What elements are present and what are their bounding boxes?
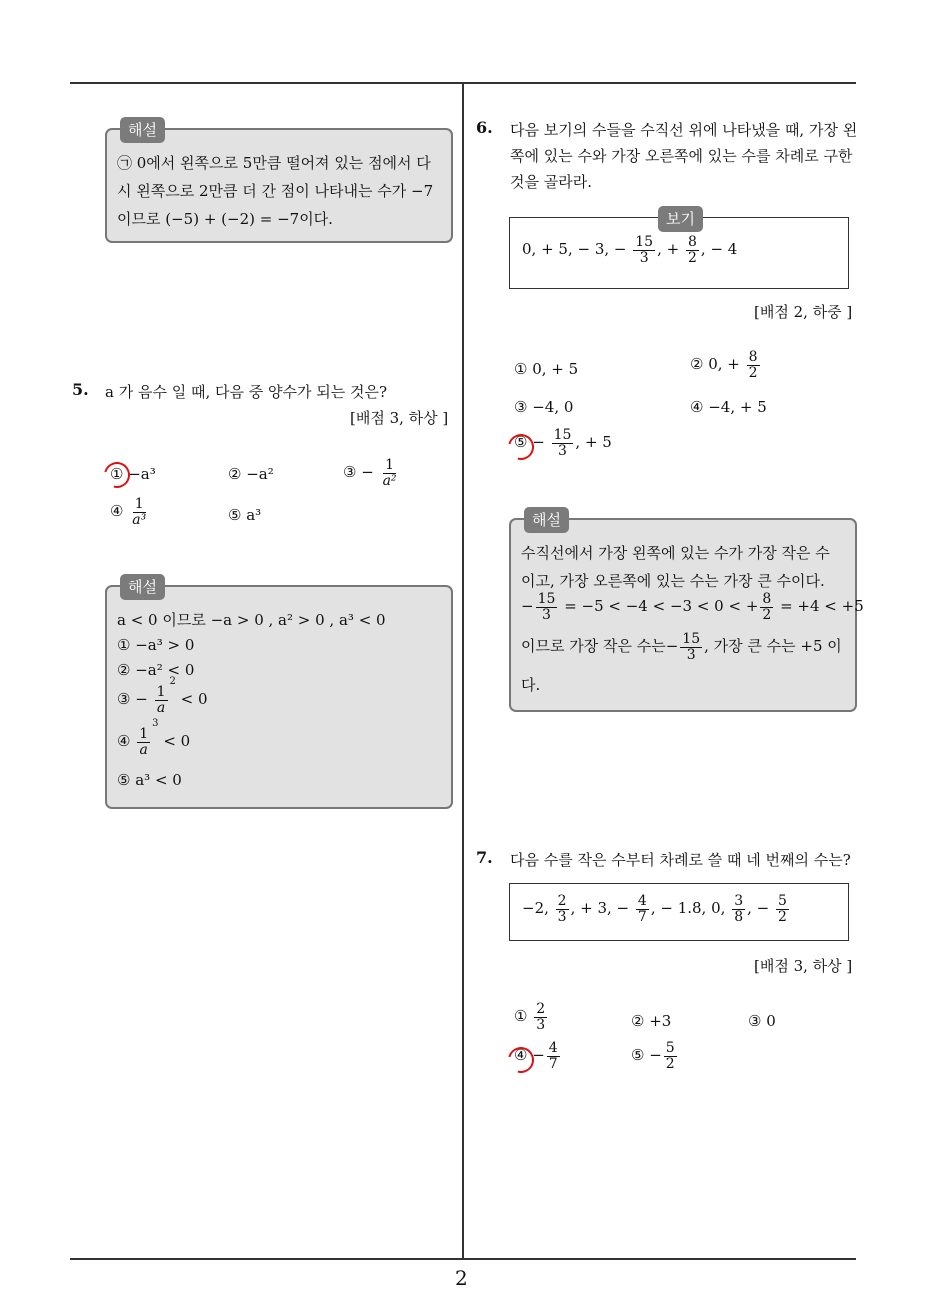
fraction xyxy=(633,235,655,265)
num: 1 xyxy=(134,496,144,512)
part: 0, + 5, − 3, − xyxy=(522,240,627,259)
q7-option-5[interactable] xyxy=(631,1041,679,1071)
prefix: ③ − xyxy=(117,690,148,709)
q5-opt3-prefix: ③ − xyxy=(343,463,374,482)
den: 3 xyxy=(542,606,551,623)
num: 5 xyxy=(778,893,787,909)
num: 2 xyxy=(557,893,567,909)
page-number: 2 xyxy=(455,1266,468,1290)
num: 4 xyxy=(548,1040,558,1056)
fraction xyxy=(732,894,745,924)
q6-text-line1: 다음 보기의 수들을 수직선 위에 나타냈을 때, 가장 왼 xyxy=(510,121,858,139)
suffix: , + 5 xyxy=(575,433,612,452)
fraction xyxy=(747,350,760,380)
solution-tag: 해설 xyxy=(120,117,165,143)
den: 3 xyxy=(557,908,567,925)
fraction xyxy=(534,1002,547,1032)
part: , − 1.8, 0, xyxy=(650,899,726,918)
fraction xyxy=(137,727,150,757)
den: 7 xyxy=(548,1055,558,1072)
q5-score: [배점 3, 하상 ] xyxy=(350,409,449,427)
suffix: , 가장 큰 수는 +5 이 xyxy=(704,637,842,656)
solution-tag: 해설 xyxy=(120,574,165,600)
num: 4 xyxy=(637,893,647,909)
solution-box-q5 xyxy=(105,585,453,809)
fraction xyxy=(552,428,574,458)
prefix: − xyxy=(521,597,534,616)
den: 8 xyxy=(734,908,744,925)
exponent: 3 xyxy=(152,718,159,730)
prefix: ⑤ − xyxy=(514,433,545,452)
fraction xyxy=(760,592,773,622)
q5-sol-line2: ① −a³ > 0 xyxy=(117,636,195,654)
den: 2 xyxy=(687,249,697,266)
num: 2 xyxy=(536,1001,546,1017)
prefix: ① xyxy=(514,1007,528,1026)
q5-opt3-fraction xyxy=(381,458,399,488)
q5-option-1[interactable]: ① −a³ xyxy=(110,465,156,483)
q5-sol-line3: ② −a² < 0 xyxy=(117,661,195,679)
q5-text: a 가 음수 일 때, 다음 중 양수가 되는 것은? xyxy=(105,383,388,401)
den: 2 xyxy=(762,606,772,623)
num: 5 xyxy=(665,1040,675,1056)
q5-opt4-fraction xyxy=(130,497,148,527)
q6-bogi-values xyxy=(522,235,737,265)
num: 3 xyxy=(734,893,744,909)
q6-sol-line5: 다. xyxy=(521,676,541,694)
fraction xyxy=(536,592,558,622)
den: a xyxy=(139,741,148,758)
q6-sol-line2: 이고, 가장 오른쪽에 있는 수는 가장 큰 수이다. xyxy=(521,572,825,590)
num: 8 xyxy=(748,349,758,365)
fraction xyxy=(155,685,168,715)
fraction xyxy=(556,894,569,924)
suffix: < 0 xyxy=(163,732,191,751)
solution-box-prev xyxy=(105,128,453,243)
num: 8 xyxy=(762,591,772,607)
fraction xyxy=(547,1041,560,1071)
suffix: < 0 xyxy=(180,690,208,709)
sol-prev-line1: ㉠ 0에서 왼쪽으로 5만큼 떨어져 있는 점에서 다 xyxy=(117,154,431,172)
den: 7 xyxy=(637,908,647,925)
den: 2 xyxy=(665,1055,675,1072)
prefix: ④ xyxy=(117,732,131,751)
num: 15 xyxy=(537,591,556,607)
part: , + xyxy=(657,240,680,259)
den: a² xyxy=(382,472,397,489)
q6-score: [배점 2, 하중 ] xyxy=(754,303,853,321)
fraction xyxy=(686,235,699,265)
prefix: ② 0, + xyxy=(690,355,740,374)
q6-sol-line1: 수직선에서 가장 왼쪽에 있는 수가 가장 작은 수 xyxy=(521,544,830,562)
den: 2 xyxy=(778,908,787,925)
den: 3 xyxy=(558,442,567,459)
q7-option-2[interactable]: ② +3 xyxy=(631,1012,672,1030)
fraction xyxy=(664,1041,677,1071)
part: , − xyxy=(747,899,770,918)
column-divider xyxy=(462,84,464,1260)
q5-opt4-prefix: ④ xyxy=(110,502,124,521)
num: 1 xyxy=(385,457,395,473)
q5-number: 5. xyxy=(72,380,89,399)
q5-option-4[interactable] xyxy=(110,497,150,527)
num: 15 xyxy=(682,631,701,647)
prefix: ⑤ − xyxy=(631,1046,662,1065)
num: 15 xyxy=(635,234,654,250)
q5-sol-line4 xyxy=(117,676,208,716)
q6-text-line2: 쪽에 있는 수와 가장 오른쪽에 있는 수를 차례로 구한 xyxy=(510,147,853,165)
fraction xyxy=(776,894,789,924)
q6-number: 6. xyxy=(476,118,493,137)
q6-option-3[interactable]: ③ −4, 0 xyxy=(514,398,574,416)
part: −2, xyxy=(522,899,549,918)
q6-sol-line3 xyxy=(521,592,864,622)
den: a³ xyxy=(132,511,147,528)
q5-option-2[interactable]: ② −a² xyxy=(228,465,274,483)
q6-option-1[interactable]: ① 0, + 5 xyxy=(514,360,579,378)
q7-option-3[interactable]: ③ 0 xyxy=(748,1012,776,1030)
den: 3 xyxy=(639,249,649,266)
bottom-rule xyxy=(70,1258,856,1260)
part: , + 3, − xyxy=(570,899,630,918)
den: 2 xyxy=(748,364,758,381)
q5-sol-line1: a < 0 이므로 −a > 0 , a² > 0 , a³ < 0 xyxy=(117,611,386,629)
fraction xyxy=(680,632,702,662)
suffix: = +4 < +5 xyxy=(780,597,864,616)
solution-tag: 해설 xyxy=(524,507,569,533)
q5-sol-line5 xyxy=(117,718,191,758)
sol-prev-line2: 시 왼쪽으로 2만큼 더 간 점이 나타내는 수가 −7 xyxy=(117,182,434,200)
q6-option-2[interactable] xyxy=(690,350,762,380)
q5-option-5[interactable]: ⑤ a³ xyxy=(228,506,262,524)
den: 3 xyxy=(686,646,696,663)
bogi-tag: 보기 xyxy=(658,206,703,232)
q5-option-3[interactable] xyxy=(343,458,401,488)
q7-number-box xyxy=(509,883,849,941)
den: 3 xyxy=(536,1016,546,1033)
exponent: 2 xyxy=(169,676,176,688)
num: 15 xyxy=(553,427,572,443)
prefix: ④ − xyxy=(514,1046,545,1065)
q7-values xyxy=(522,894,791,924)
q7-option-1[interactable] xyxy=(514,1002,549,1032)
q5-sol-line6: ⑤ a³ < 0 xyxy=(117,771,182,789)
middle: = −5 < −4 < −3 < 0 < + xyxy=(564,597,759,616)
num: 1 xyxy=(139,726,149,742)
q6-option-4[interactable]: ④ −4, + 5 xyxy=(690,398,767,416)
q7-score: [배점 3, 하상 ] xyxy=(754,957,853,975)
den: a xyxy=(156,699,166,716)
answer-mark-q5 xyxy=(99,457,135,493)
part: , − 4 xyxy=(700,240,738,259)
prefix: 이므로 가장 작은 수는− xyxy=(521,637,679,656)
q6-text-line3: 것을 골라라. xyxy=(510,173,592,191)
q7-text: 다음 수를 작은 수부터 차례로 쓸 때 네 번째의 수는? xyxy=(510,851,851,869)
fraction xyxy=(636,894,649,924)
q7-number: 7. xyxy=(476,848,493,867)
num: 8 xyxy=(687,234,697,250)
solution-box-q6 xyxy=(509,518,864,712)
q6-sol-line4 xyxy=(521,632,842,662)
num: 1 xyxy=(156,684,166,700)
sol-prev-line3: 이므로 (−5) + (−2) = −7이다. xyxy=(117,210,333,228)
